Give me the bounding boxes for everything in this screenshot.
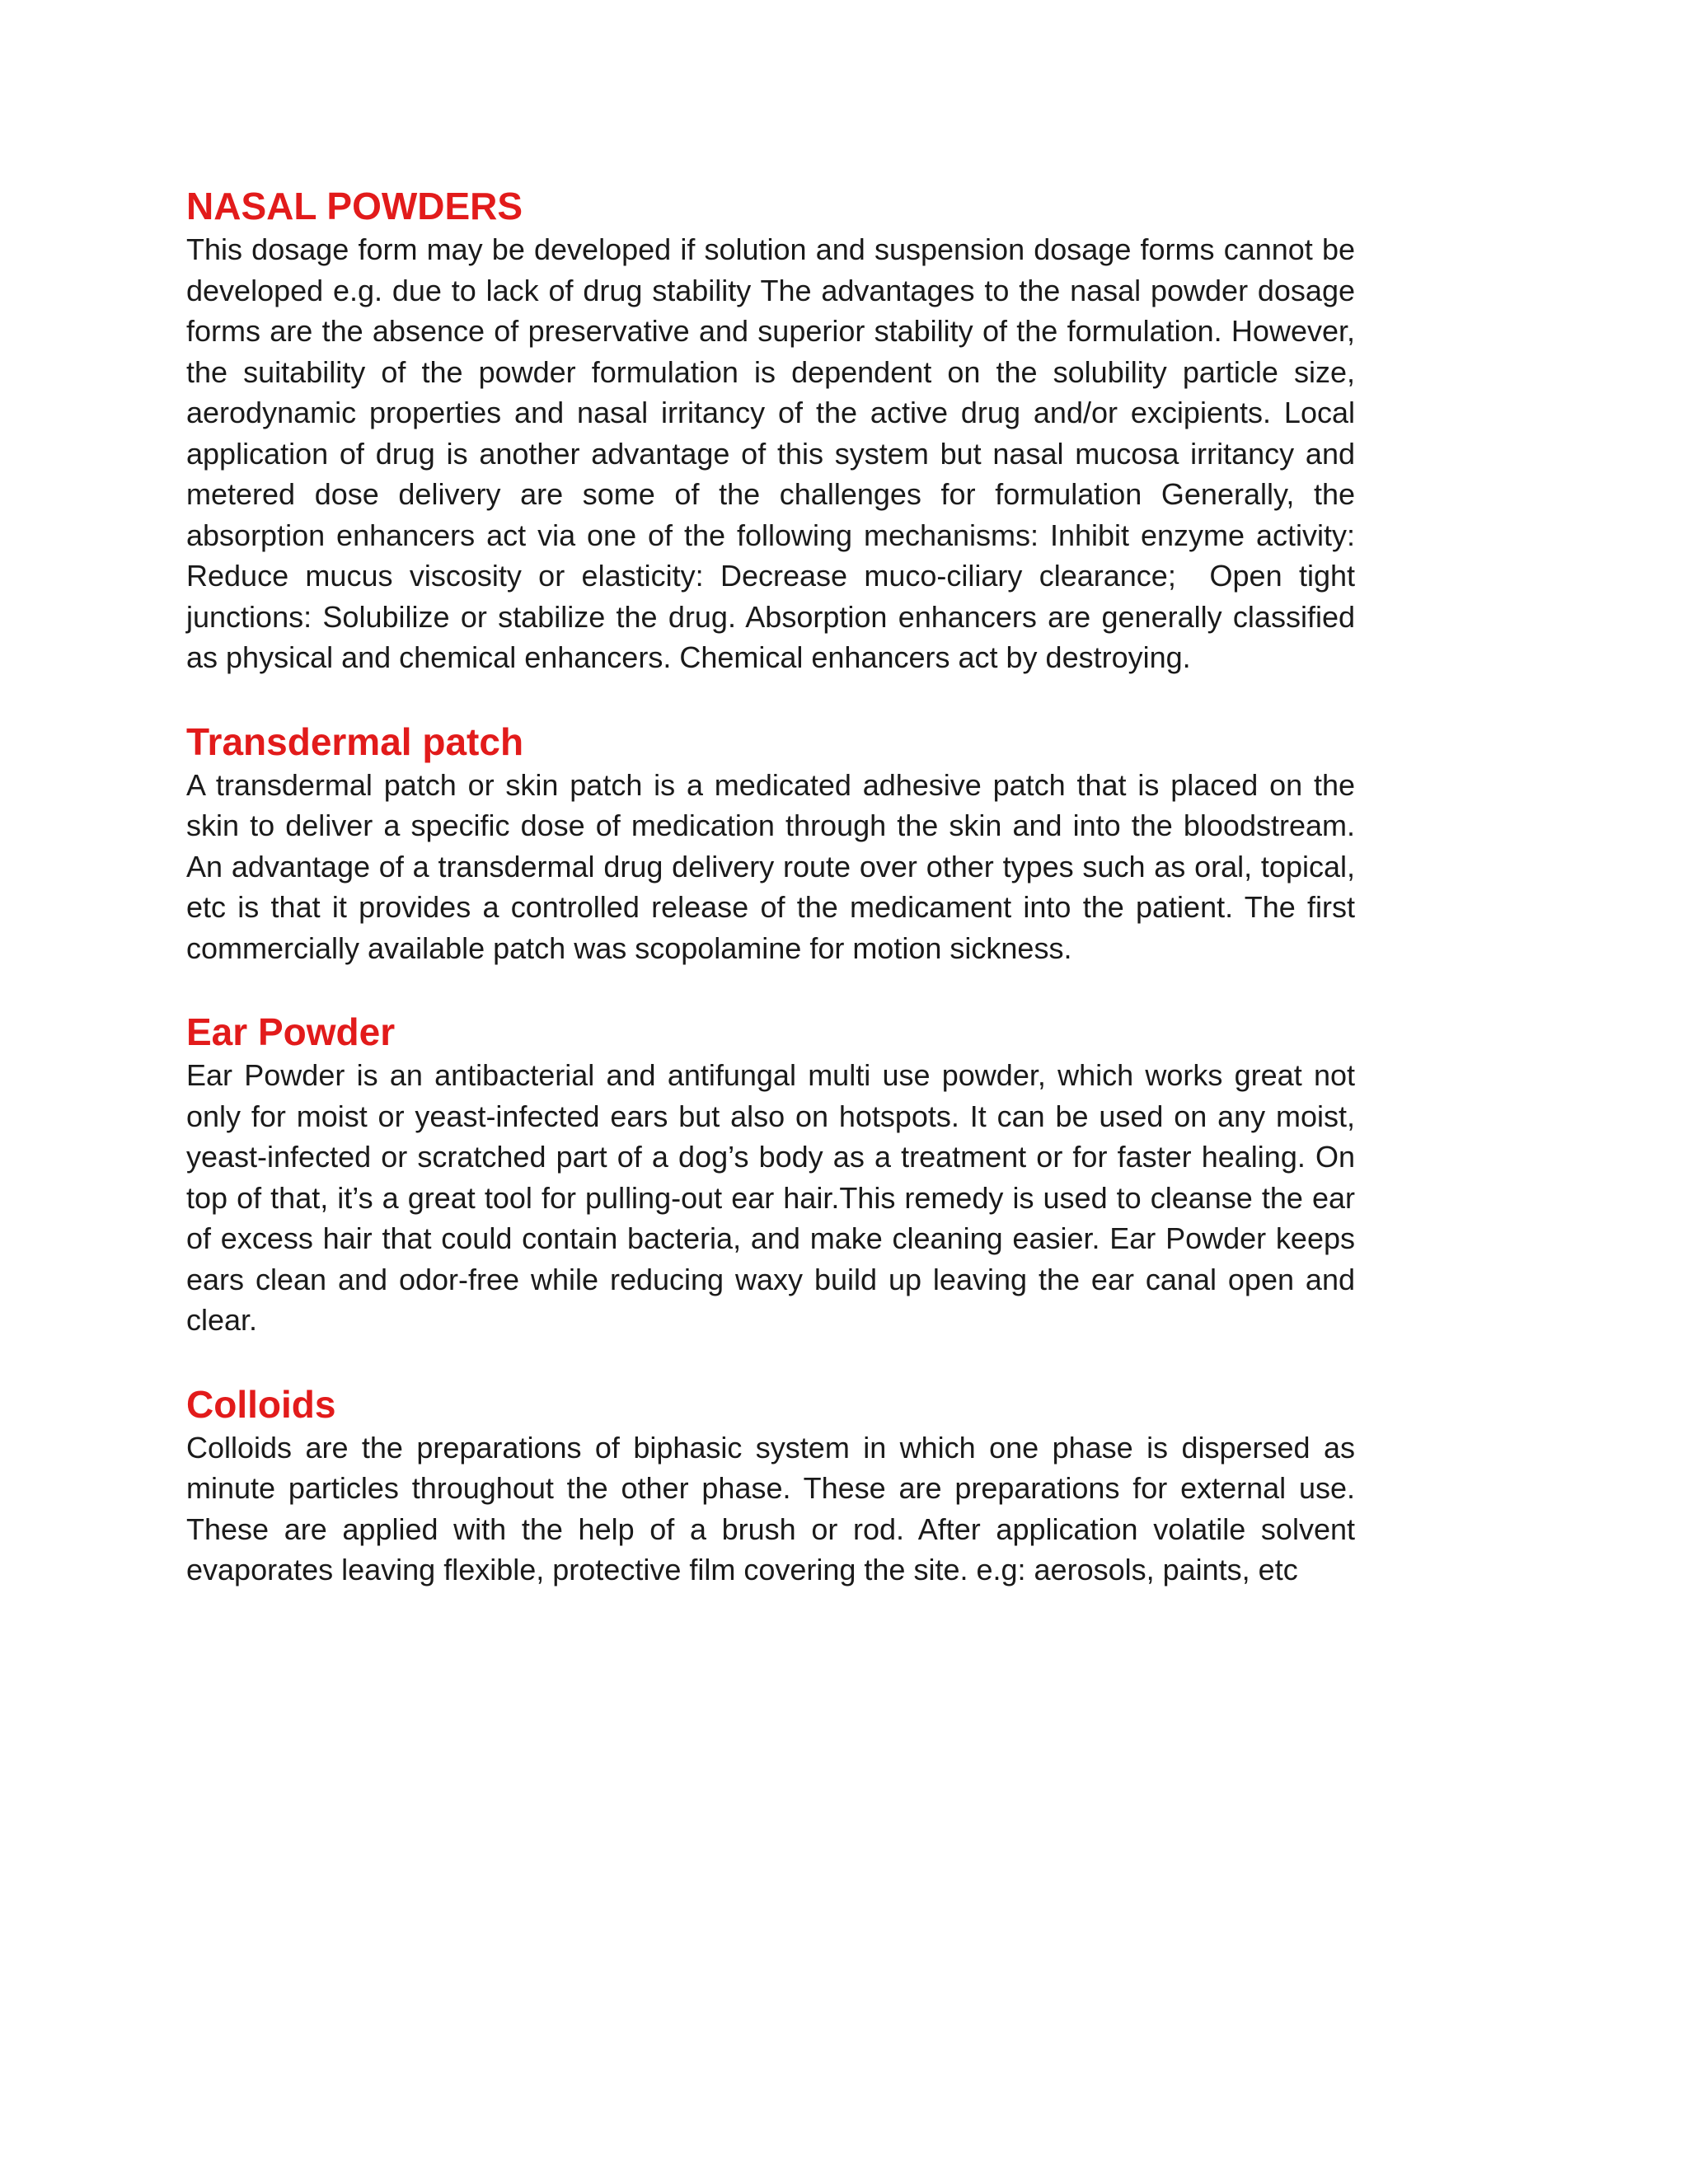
section-heading: Ear Powder <box>186 1010 396 1053</box>
section-colloids <box>186 1381 1364 1591</box>
section-transdermal-patch <box>186 719 1364 969</box>
section-body: A transdermal patch or skin patch is a medicated adhesive patch that is placed on the skin to deliver a specific dose of medication through the skin and into the bloodstream. An advantage of a transdermal drug delivery route over other types such as oral, topical, etc is that it provides a controlled release of the medicament into the patient. The first commercially available patch was scopolamine for motion sickness. <box>186 767 1364 965</box>
section-body: Ear Powder is an antibacterial and antifungal multi use powder, which works great not only for moist or yeast-infected ears but also on hotspots. It can be used on any moist, yeast-infected or scratched part of a dog’s body as a treatment or for faster healing. On top of that, it’s a great tool for pulling-out ear hair.This remedy is used to cleanse the ear of excess hair that could contain bacteria, and make cleaning easier. Ear Powder keeps ears clean and odor-free while reducing waxy build up leaving the ear canal open and clear. <box>186 1058 1364 1337</box>
section-heading: Colloids <box>186 1382 336 1426</box>
document-page <box>186 183 1364 1591</box>
section-nasal-powders <box>186 183 1364 678</box>
section-ear-powder <box>186 1009 1364 1341</box>
section-heading: NASAL POWDERS <box>186 185 523 227</box>
section-heading: Transdermal patch <box>186 719 524 763</box>
section-body: This dosage form may be developed if solution and suspension dosage forms cannot be developed e.g. due to lack of drug stability The advantages to the nasal powder dosage forms are the absence of preservative and superior stability of the formulation. However, the suitability of the powder formulation is dependent on the solubility particle size, aerodynamic properties and nasal irritancy of the active drug and/or excipients. Local application of drug is another advantage of this system but nasal mucosa irritancy and metered dose delivery are some of the challenges for formulation Generally, the absorption enhancers act via one of the following mechanisms: Inhibit enzyme activity: Reduce mucus viscosity or elasticity: Decrease muco-ciliary clearance; Open tight junctions: Solubilize or stabilize the drug. Absorption enhancers are generally classified as physical and chemical enhancers. Chemical enhancers act by destroying. <box>186 232 1364 674</box>
section-body: Colloids are the preparations of biphasic system in which one phase is dispersed as minute particles throughout the other phase. These are preparations for external use. These are applied with the help of a brush or rod. After application volatile solvent evaporates leaving flexible, protective film covering the site. e.g: aerosols, paints, etc <box>186 1430 1364 1586</box>
